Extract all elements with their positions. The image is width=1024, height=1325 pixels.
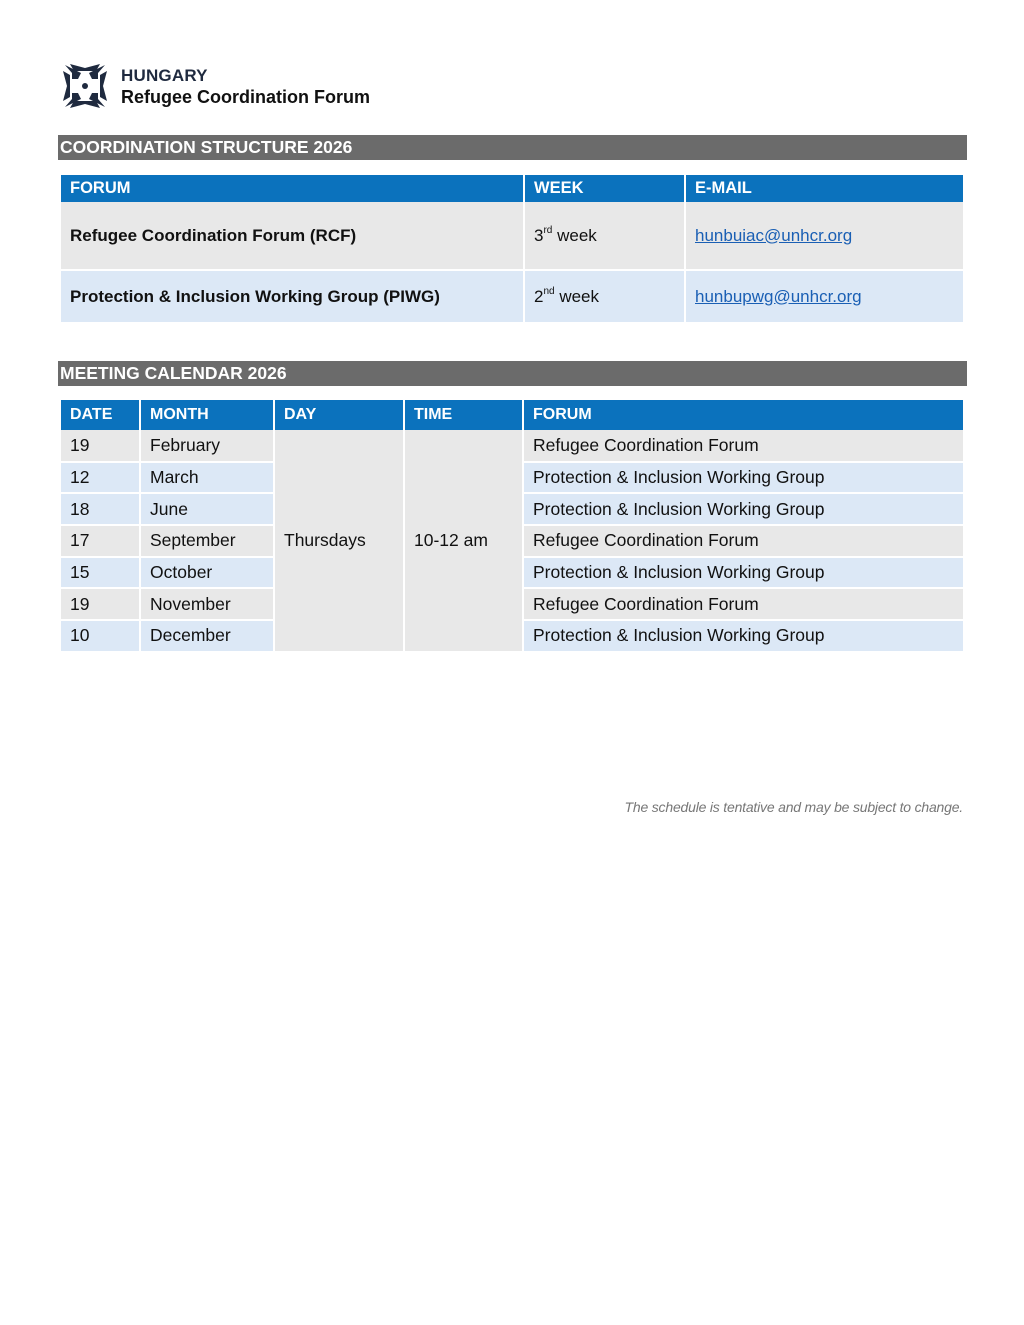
forum-cell: Refugee Coordination Forum <box>523 525 963 557</box>
email-cell <box>685 202 963 270</box>
email-link[interactable]: hunbuiac@unhcr.org <box>695 225 853 245</box>
month-cell: December <box>140 620 274 652</box>
month-cell: October <box>140 557 274 589</box>
table-row <box>61 202 963 270</box>
date-cell: 17 <box>61 525 140 557</box>
forum-name: Refugee Coordination Forum <box>121 87 370 107</box>
month-cell: February <box>140 430 274 462</box>
forum-cell: Protection & Inclusion Working Group <box>523 620 963 652</box>
forum-cell: Protection & Inclusion Working Group <box>523 462 963 494</box>
forum-cell: Refugee Coordination Forum <box>523 588 963 620</box>
forum-cell: Protection & Inclusion Working Group <box>523 493 963 525</box>
week-ordinal: nd <box>543 285 555 297</box>
week-cell <box>524 270 685 323</box>
country-name: HUNGARY <box>121 66 208 85</box>
column-header-day: DAY <box>274 400 404 430</box>
week-label: week <box>552 225 597 245</box>
date-cell: 12 <box>61 462 140 494</box>
month-cell: September <box>140 525 274 557</box>
column-header-forum: FORUM <box>61 175 524 202</box>
date-cell: 19 <box>61 588 140 620</box>
date-cell: 18 <box>61 493 140 525</box>
column-header-month: MONTH <box>140 400 274 430</box>
month-cell: March <box>140 462 274 494</box>
day-cell: Thursdays <box>274 430 404 652</box>
week-number: 3 <box>534 225 544 245</box>
email-link[interactable]: hunbupwg@unhcr.org <box>695 286 862 306</box>
calendar-table <box>61 400 963 653</box>
date-cell: 19 <box>61 430 140 462</box>
date-cell: 15 <box>61 557 140 589</box>
forum-cell: Refugee Coordination Forum <box>523 430 963 462</box>
column-header-forum: FORUM <box>523 400 963 430</box>
month-cell: June <box>140 493 274 525</box>
column-header-date: DATE <box>61 400 140 430</box>
month-cell: November <box>140 588 274 620</box>
calendar-header-row <box>61 400 963 430</box>
week-cell <box>524 202 685 270</box>
column-header-email: E-MAIL <box>685 175 963 202</box>
table-row <box>61 270 963 323</box>
email-cell <box>685 270 963 323</box>
coordination-section-title: COORDINATION STRUCTURE 2026 <box>58 135 967 160</box>
table-row <box>61 430 963 462</box>
forum-cell: Protection & Inclusion Working Group <box>523 557 963 589</box>
week-ordinal: rd <box>543 224 553 236</box>
forum-name-cell: Refugee Coordination Forum (RCF) <box>61 202 524 270</box>
brand-title <box>121 66 370 108</box>
time-cell: 10-12 am <box>404 430 523 652</box>
forum-name-cell: Protection & Inclusion Working Group (PIWG) <box>61 270 524 323</box>
column-header-time: TIME <box>404 400 523 430</box>
date-cell: 10 <box>61 620 140 652</box>
unhcr-cross-logo-icon <box>61 62 109 110</box>
calendar-section-title: MEETING CALENDAR 2026 <box>58 361 967 386</box>
coordination-header-row <box>61 175 963 202</box>
week-label: week <box>554 286 600 306</box>
week-number: 2 <box>534 286 544 306</box>
schedule-footnote: The schedule is tentative and may be subject to change. <box>624 799 963 815</box>
coordination-table <box>61 175 963 324</box>
column-header-week: WEEK <box>524 175 685 202</box>
